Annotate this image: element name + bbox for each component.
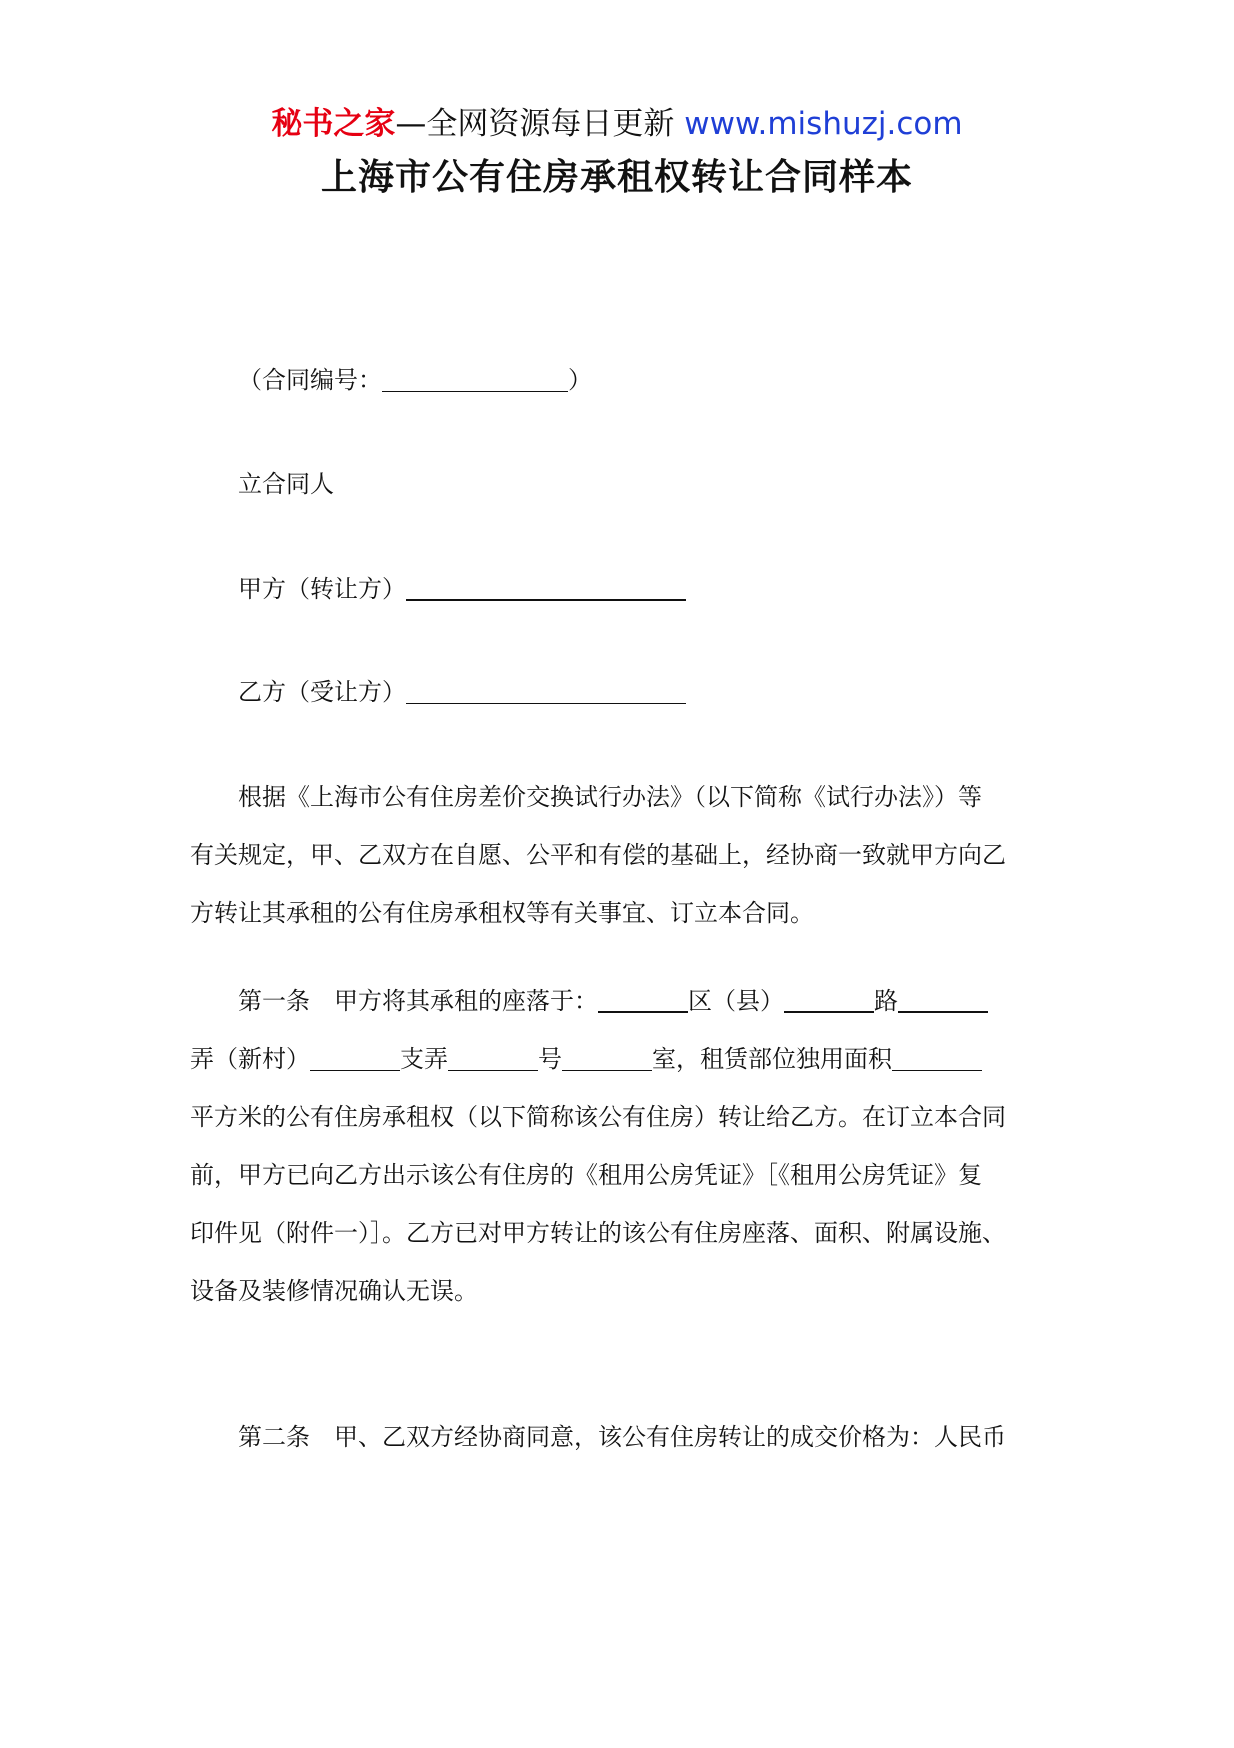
parties-heading-block bbox=[190, 455, 1050, 513]
area-blank[interactable] bbox=[892, 1044, 982, 1071]
room-label: 室，租赁部位独用面积 bbox=[652, 1045, 892, 1073]
road-blank[interactable] bbox=[784, 985, 874, 1013]
contract-number-close: ） bbox=[568, 366, 592, 394]
sub-lane-label: 支弄 bbox=[400, 1045, 448, 1073]
room-blank[interactable] bbox=[562, 1044, 652, 1071]
brand-name: 秘书之家 bbox=[271, 106, 396, 142]
party-a-block bbox=[190, 560, 1050, 618]
parties-heading: 立合同人 bbox=[238, 470, 334, 498]
number-blank[interactable] bbox=[448, 1044, 538, 1071]
lane-blank[interactable] bbox=[898, 985, 988, 1013]
preamble-paragraph bbox=[190, 768, 1050, 942]
district-blank[interactable] bbox=[598, 985, 688, 1013]
party-b-block bbox=[190, 663, 1050, 721]
district-label: 区（县） bbox=[688, 987, 784, 1015]
party-b-label: 乙方（受让方） bbox=[238, 678, 406, 706]
preamble-line-3: 方转让其承租的公有住房承租权等有关事宜、订立本合同。 bbox=[190, 899, 814, 927]
site-url[interactable]: www.mishuzj.com bbox=[684, 106, 963, 142]
article-1-intro: 第一条 甲方将其承租的座落于： bbox=[238, 987, 598, 1015]
lane-label: 弄（新村） bbox=[190, 1045, 310, 1073]
header-slogan: —全网资源每日更新 bbox=[395, 106, 675, 142]
contract-number-label: （合同编号： bbox=[238, 366, 382, 394]
article-2-line-1: 第二条 甲、乙双方经协商同意，该公有住房转让的成交价格为：人民币 bbox=[238, 1423, 1006, 1451]
number-label: 号 bbox=[538, 1045, 562, 1073]
article-1-line-5: 印件见（附件一）］。乙方已对甲方转让的该公有住房座落、面积、附属设施、 bbox=[190, 1219, 1006, 1247]
article-1-line-3: 平方米的公有住房承租权（以下简称该公有住房）转让给乙方。在订立本合同 bbox=[190, 1103, 1006, 1131]
party-b-blank[interactable] bbox=[406, 677, 686, 704]
road-label: 路 bbox=[874, 987, 898, 1015]
contract-number-line bbox=[190, 351, 1050, 409]
sub-lane-blank[interactable] bbox=[310, 1044, 400, 1071]
preamble-line-2: 有关规定，甲、乙双方在自愿、公平和有偿的基础上，经协商一致就甲方向乙 bbox=[190, 841, 1006, 869]
site-header bbox=[0, 104, 1234, 144]
party-a-blank[interactable] bbox=[406, 573, 686, 601]
party-a-label: 甲方（转让方） bbox=[238, 575, 406, 603]
article-2-paragraph bbox=[190, 1408, 1050, 1466]
article-1-line-6: 设备及装修情况确认无误。 bbox=[190, 1277, 478, 1305]
article-1-paragraph bbox=[190, 972, 1050, 1320]
preamble-line-1: 根据《上海市公有住房差价交换试行办法》（以下简称《试行办法》）等 bbox=[238, 783, 982, 811]
article-1-line-4: 前，甲方已向乙方出示该公有住房的《租用公房凭证》［《租用公房凭证》复 bbox=[190, 1161, 982, 1189]
document-title: 上海市公有住房承租权转让合同样本 bbox=[320, 157, 913, 198]
contract-number-blank[interactable] bbox=[382, 365, 568, 392]
